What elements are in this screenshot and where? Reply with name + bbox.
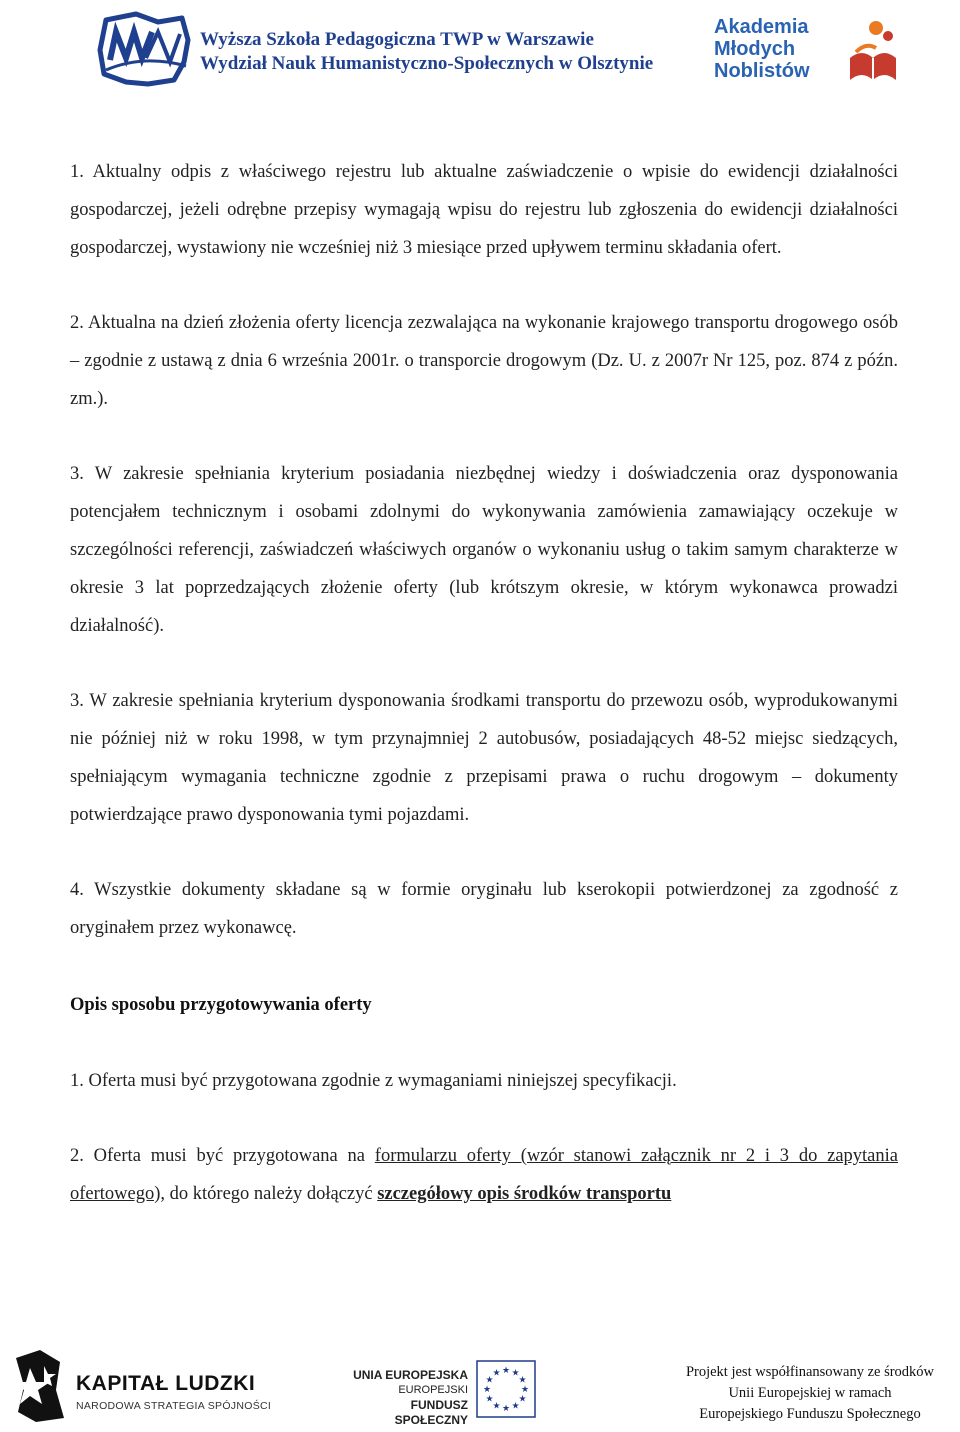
eu-star-icon: ★: [520, 1384, 530, 1394]
school-name: [200, 28, 653, 76]
academy-name: [714, 16, 810, 82]
kapital-ludzki-logo-icon: [10, 1346, 66, 1426]
school-name-line2: Wydział Nauk Humanistyczno-Społecznych w Olsztynie: [200, 53, 654, 74]
cofund-line3: Europejskiego Funduszu Społecznego: [699, 1406, 921, 1422]
paragraph-4: 3. W zakresie spełniania kryterium dysponowania środkami transportu do przewozu osób, wyprodukowanymi nie później niż w roku 1998, w tym przynajmniej 2 autobusów, posiadających 48-52 miejsc siedzących, spełniającym wymagania techniczne zgodnie z przepisami prawa o ruchu drogowym – dokumenty potwierdzające prawo dysponowania tymi pojazdami.: [70, 691, 898, 825]
eu-star-icon: ★: [482, 1384, 492, 1394]
eu-star-icon: ★: [492, 1367, 501, 1378]
eu-star-icon: ★: [511, 1367, 520, 1378]
paragraph-5: 4. Wszystkie dokumenty składane są w formie oryginału lub kserokopii potwierdzonej za zgodność z oryginałem przez wykonawcę.: [70, 880, 898, 938]
academy-name-line3: Noblistów: [714, 60, 810, 82]
section-title: Opis sposobu przygotowywania oferty: [70, 995, 372, 1015]
cofunding-notice: [662, 1362, 958, 1425]
eu-star-icon: ★: [485, 1374, 494, 1385]
eu-star-icon: ★: [501, 1403, 511, 1413]
wsp-twp-poland-map-logo-icon: [96, 10, 192, 88]
form-reference-link: formularzu oferty (wzór stanowi załącznik nr 2 i 3 do zapytania ofertowego),: [70, 1146, 898, 1204]
school-name-line1: Wyższa Szkoła Pedagogiczna TWP w Warszawie: [200, 29, 594, 50]
eu-star-icon: ★: [511, 1400, 520, 1411]
section-item-2-middle: do którego należy dołączyć: [165, 1184, 378, 1204]
eu-line3: FUNDUSZ SPOŁECZNY: [394, 1398, 468, 1427]
page-footer: [0, 1340, 960, 1432]
section-item-2: [70, 1137, 898, 1213]
paragraph-1: 1. Aktualny odpis z właściwego rejestru lub aktualne zaświadczenie o wpisie do ewidencji działalności gospodarczej, jeżeli odrębne przepisy wymagają wpisu do rejestru lub zgłoszenia do ewidencji działalności gospodarczej, wystawiony nie wcześniej niż 3 miesiące przed upływem terminu składania ofert.: [70, 162, 898, 258]
academy-logo: [700, 10, 900, 94]
page-header: [0, 0, 960, 100]
eu-star-icon: ★: [492, 1400, 501, 1411]
section-item-1: 1. Oferta musi być przygotowana zgodnie z wymaganiami niniejszej specyfikacji.: [70, 1071, 677, 1091]
eu-star-icon: ★: [501, 1365, 511, 1375]
cofund-line2: Unii Europejskiej w ramach: [728, 1385, 892, 1401]
transport-description-emphasis: szczegółowy opis środków transportu: [377, 1184, 672, 1204]
paragraph-3: 3. W zakresie spełniania kryterium posiadania niezbędnej wiedzy i doświadczenia oraz dysponowania potencjałem technicznym i osobami zdolnymi do wykonywania zamówienia zamawiający oczekuje w szczególności referencji, zaświadczeń właściwych organów o wykonaniu usług o takim samym charakterze w okresie 3 lat poprzedzających złożenie oferty (lub krótszym okresie, w którym wykonawca prowadzi działalność).: [70, 464, 898, 636]
eu-fund-text: [340, 1368, 468, 1428]
paragraph-2: 2. Aktualna na dzień złożenia oferty licencja zezwalająca na wykonanie krajowego transportu drogowego osób – zgodnie z ustawą z dnia 6 września 2001r. o transporcie drogowym (Dz. U. z 2007r Nr 125, poz. 874 z późn. zm.).: [70, 313, 898, 409]
eu-star-icon: ★: [518, 1374, 527, 1385]
eu-line1: UNIA EUROPEJSKA: [353, 1368, 468, 1382]
kapital-ludzki-subtitle: NARODOWA STRATEGIA SPÓJNOŚCI: [76, 1400, 272, 1412]
section-item-2-prefix: 2. Oferta musi być przygotowana na: [70, 1146, 375, 1166]
eu-line2: EUROPEJSKI: [398, 1384, 468, 1396]
eu-star-icon: ★: [485, 1393, 494, 1404]
eu-star-icon: ★: [518, 1393, 527, 1404]
academy-name-line1: Akademia: [714, 16, 809, 38]
open-book-icon: [846, 18, 900, 88]
cofund-line1: Projekt jest współfinansowany ze środków: [685, 1364, 935, 1380]
academy-name-line2: Młodych: [714, 38, 796, 60]
document-body: [70, 153, 898, 1250]
eu-stars-flag-icon: [476, 1360, 536, 1418]
kapital-ludzki-title: KAPITAŁ LUDZKI: [76, 1372, 256, 1395]
